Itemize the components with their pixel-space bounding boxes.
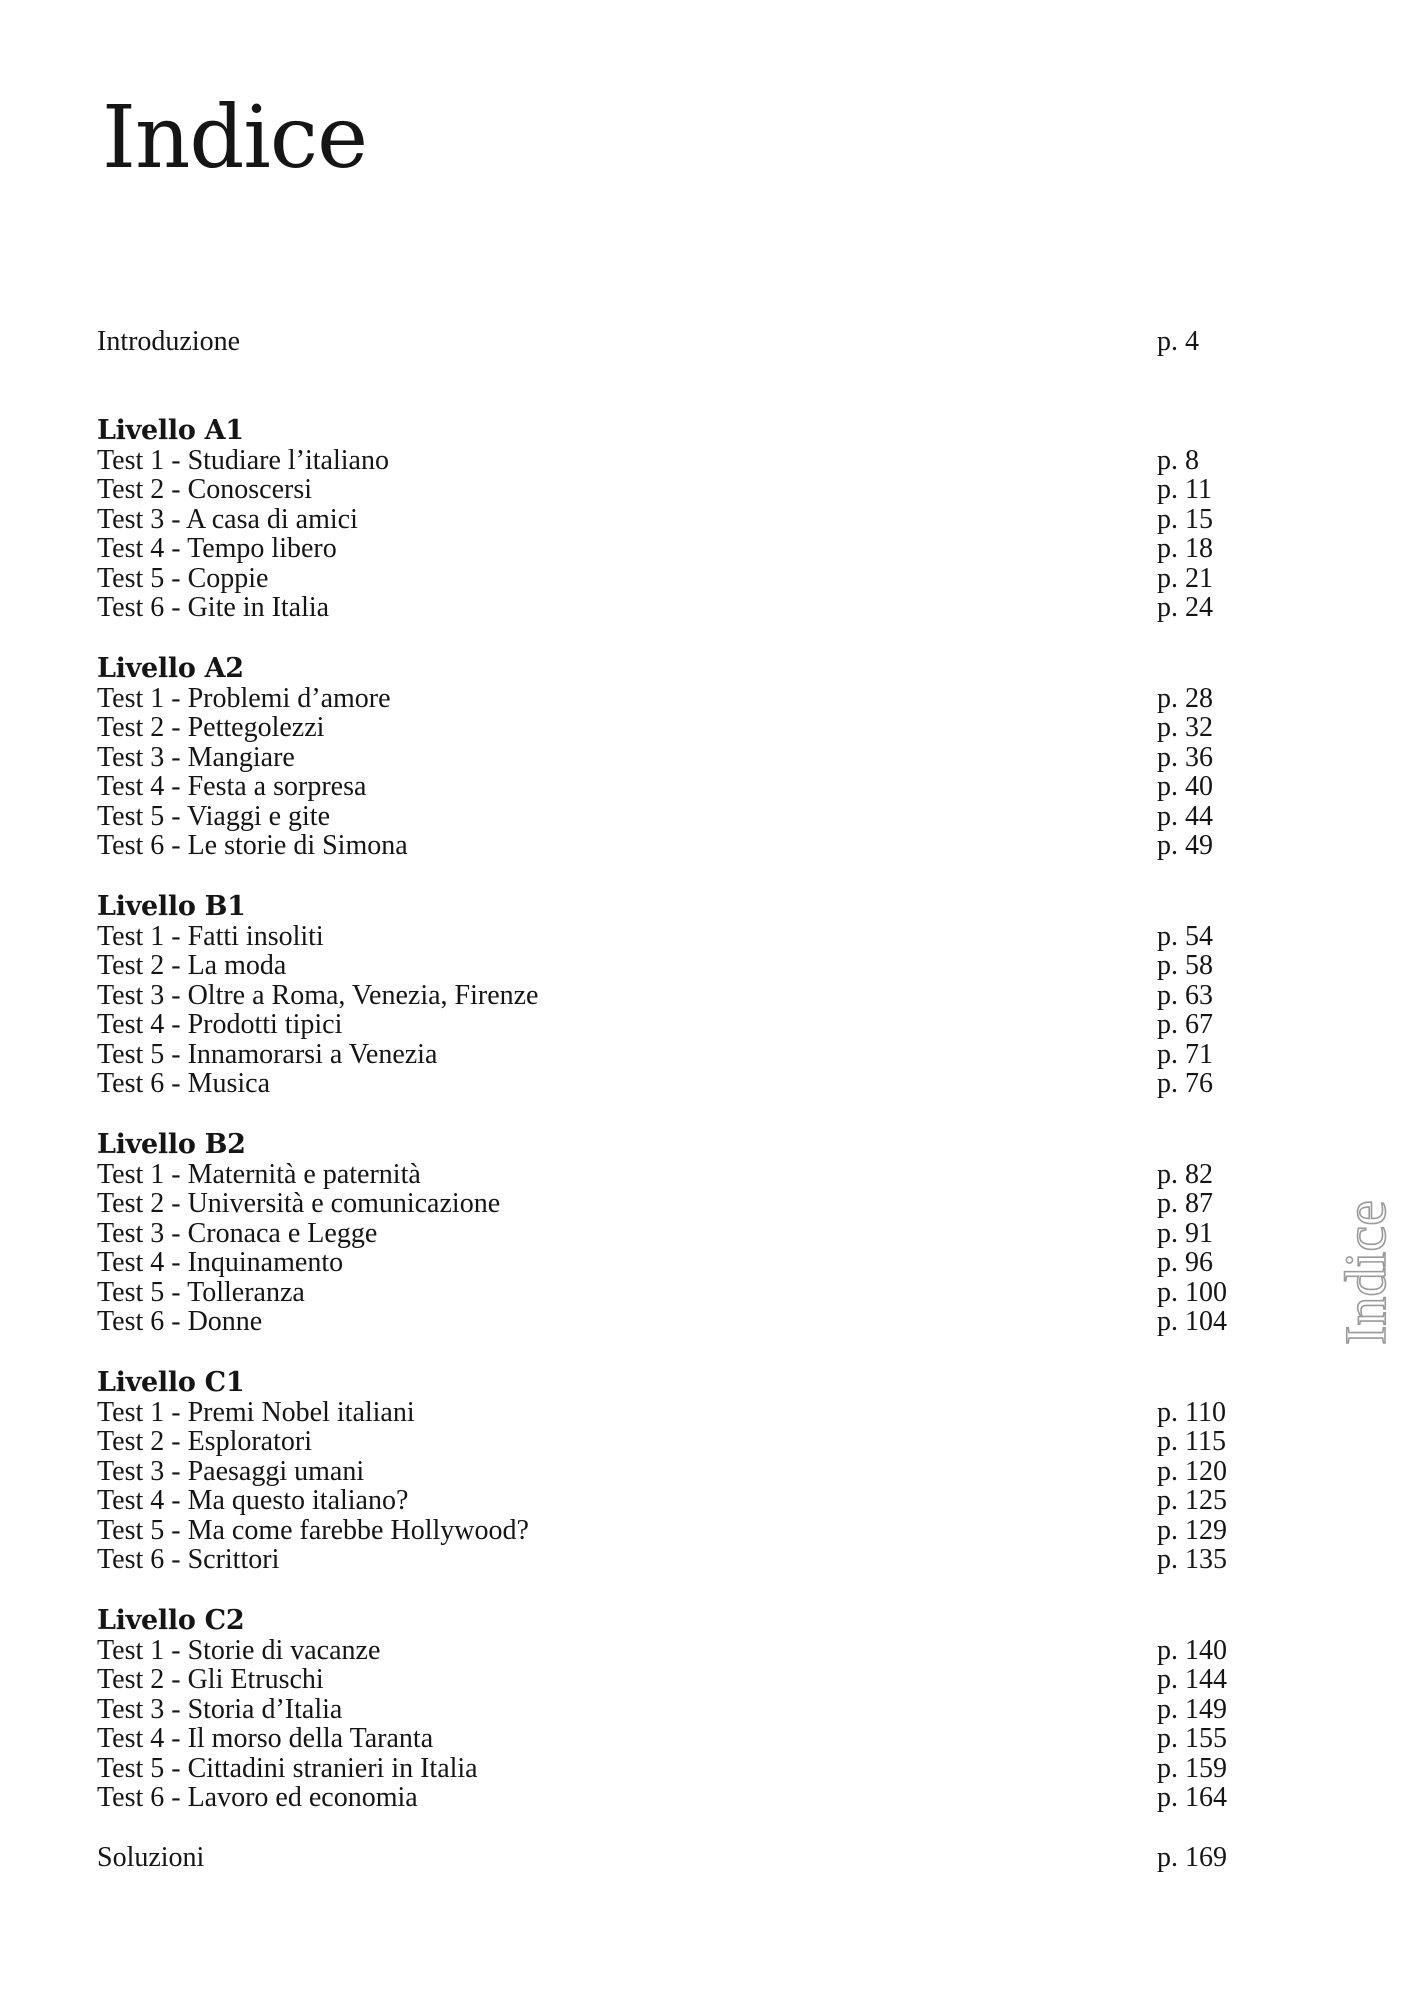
- toc-entry-page: p. 15: [1157, 503, 1213, 535]
- toc-entry[interactable]: [97, 564, 1257, 594]
- level-heading: Livello B2: [97, 1128, 246, 1160]
- toc-entry-page: p. 140: [1157, 1634, 1227, 1666]
- toc-entry-page: p. 24: [1157, 592, 1213, 623]
- toc-entry[interactable]: [97, 475, 1257, 505]
- toc-entry-label: Test 1 - Studiare l’italiano: [97, 444, 389, 476]
- toc-entry-label: Test 5 - Cittadini stranieri in Italia: [97, 1752, 478, 1784]
- toc-entry-page: p. 100: [1157, 1276, 1227, 1308]
- toc-entry-label: Test 6 - Donne: [97, 1306, 263, 1337]
- toc-entry-label: Test 5 - Viaggi e gite: [97, 800, 331, 832]
- toc-entry-page: p. 67: [1157, 1009, 1213, 1040]
- toc-entry-page: p. 4: [1157, 326, 1199, 357]
- toc-entry-label: Test 4 - Ma questo italiano?: [97, 1485, 409, 1516]
- toc-entry-label: Test 6 - Gite in Italia: [97, 592, 330, 623]
- toc-entry-label: Test 6 - Scrittori: [97, 1544, 280, 1575]
- level-section: [97, 653, 1257, 861]
- toc-entry-page: p. 125: [1157, 1485, 1227, 1516]
- toc-entry-label: Test 3 - Cronaca e Legge: [97, 1217, 378, 1249]
- toc-entry[interactable]: [97, 743, 1257, 773]
- toc-entry-page: p. 164: [1157, 1782, 1227, 1813]
- toc-entry[interactable]: [97, 1636, 1257, 1666]
- toc-entry-label: Test 6 - Musica: [97, 1068, 271, 1099]
- toc-entry[interactable]: [97, 1219, 1257, 1249]
- toc-entry-label: Test 4 - Tempo libero: [97, 533, 337, 564]
- toc-entry[interactable]: [97, 831, 1257, 861]
- toc-entry-label: Test 2 - Università e comunicazione: [97, 1188, 501, 1219]
- toc-entry-label: Test 3 - Paesaggi umani: [97, 1455, 365, 1487]
- toc-entry-label: Test 2 - Pettegolezzi: [97, 712, 325, 743]
- toc-entry-label: Test 6 - Le storie di Simona: [97, 830, 408, 861]
- toc-entry[interactable]: [97, 1665, 1257, 1695]
- toc-entry-label: Test 3 - A casa di amici: [97, 503, 358, 535]
- toc-entry-label: Test 1 - Fatti insoliti: [97, 920, 324, 952]
- toc-entry-page: p. 115: [1157, 1426, 1226, 1457]
- toc-entry-page: p. 96: [1157, 1247, 1213, 1278]
- toc-entry[interactable]: [97, 1695, 1257, 1725]
- toc-entry[interactable]: [97, 593, 1257, 623]
- toc-entry[interactable]: [97, 534, 1257, 564]
- toc-entry-label: Test 1 - Maternità e paternità: [97, 1158, 421, 1190]
- toc-entry-page: p. 40: [1157, 771, 1213, 802]
- toc-entry[interactable]: [97, 1724, 1257, 1754]
- toc-entry-page: p. 58: [1157, 950, 1213, 981]
- toc-entry[interactable]: [97, 1160, 1257, 1190]
- toc-entry-page: p. 155: [1157, 1723, 1227, 1754]
- toc-entry[interactable]: [97, 981, 1257, 1011]
- toc-entry-solutions[interactable]: [97, 1843, 1257, 1873]
- toc-entry-page: p. 159: [1157, 1752, 1227, 1784]
- toc-entry-page: p. 11: [1157, 474, 1212, 505]
- toc-entry[interactable]: [97, 951, 1257, 981]
- toc-entry[interactable]: [97, 1040, 1257, 1070]
- level-heading: Livello B1: [97, 890, 246, 922]
- toc-entry-label: Test 2 - Conoscersi: [97, 474, 313, 505]
- toc-entry-page: p. 144: [1157, 1664, 1227, 1695]
- toc-entry-label: Soluzioni: [97, 1841, 205, 1873]
- level-heading: Livello C1: [97, 1366, 245, 1398]
- toc-entry-label: Test 3 - Mangiare: [97, 741, 295, 773]
- toc-entry[interactable]: [97, 1010, 1257, 1040]
- toc-entry-page: p. 8: [1157, 444, 1199, 476]
- toc-entry[interactable]: [97, 922, 1257, 952]
- toc-entry-label: Test 5 - Innamorarsi a Venezia: [97, 1038, 438, 1070]
- levels-list: [97, 415, 1257, 1843]
- toc-entry-label: Test 3 - Storia d’Italia: [97, 1693, 343, 1725]
- toc-entry[interactable]: [97, 1783, 1257, 1813]
- toc-entry[interactable]: [97, 1398, 1257, 1428]
- toc-entry-page: p. 71: [1157, 1038, 1213, 1070]
- toc-entry-label: Test 2 - Esploratori: [97, 1426, 312, 1457]
- toc-entry-label: Test 6 - Lavoro ed economia: [97, 1782, 418, 1813]
- toc-entry-page: p. 135: [1157, 1544, 1227, 1575]
- toc-entry[interactable]: [97, 446, 1257, 476]
- toc-entry-label: Introduzione: [97, 326, 241, 357]
- toc-entry-page: p. 91: [1157, 1217, 1213, 1249]
- toc-entry[interactable]: [97, 1516, 1257, 1546]
- level-section: [97, 415, 1257, 623]
- toc-entry[interactable]: [97, 1248, 1257, 1278]
- toc-entry-page: p. 76: [1157, 1068, 1213, 1099]
- toc-entry-label: Test 4 - Il morso della Taranta: [97, 1723, 434, 1754]
- toc-entry-label: Test 4 - Festa a sorpresa: [97, 771, 367, 802]
- table-of-contents: [97, 327, 1257, 1872]
- toc-entry[interactable]: [97, 1069, 1257, 1099]
- toc-entry-label: Test 1 - Premi Nobel italiani: [97, 1396, 415, 1428]
- toc-entry-label: Test 2 - La moda: [97, 950, 287, 981]
- level-section: [97, 1367, 1257, 1575]
- toc-entry-page: p. 36: [1157, 741, 1213, 773]
- toc-entry-label: Test 5 - Ma come farebbe Hollywood?: [97, 1514, 529, 1546]
- toc-entry-label: Test 4 - Prodotti tipici: [97, 1009, 343, 1040]
- toc-entry-page: p. 63: [1157, 979, 1213, 1011]
- toc-entry-introduction[interactable]: [97, 327, 1257, 357]
- toc-entry[interactable]: [97, 772, 1257, 802]
- toc-entry[interactable]: [97, 1545, 1257, 1575]
- page-title: Indice: [102, 88, 367, 188]
- toc-entry-page: p. 129: [1157, 1514, 1227, 1546]
- toc-entry[interactable]: [97, 1307, 1257, 1337]
- toc-entry-label: Test 4 - Inquinamento: [97, 1247, 344, 1278]
- toc-entry-page: p. 149: [1157, 1693, 1227, 1725]
- toc-entry[interactable]: [97, 802, 1257, 832]
- toc-entry-page: p. 82: [1157, 1158, 1213, 1190]
- toc-entry-page: p. 32: [1157, 712, 1213, 743]
- toc-entry-page: p. 120: [1157, 1455, 1227, 1487]
- toc-entry-label: Test 1 - Storie di vacanze: [97, 1634, 381, 1666]
- toc-entry-page: p. 49: [1157, 830, 1213, 861]
- toc-entry-label: Test 1 - Problemi d’amore: [97, 682, 391, 714]
- toc-entry[interactable]: [97, 1486, 1257, 1516]
- toc-entry-page: p. 87: [1157, 1188, 1213, 1219]
- toc-entry-label: Test 5 - Tolleranza: [97, 1276, 305, 1308]
- toc-entry-page: p. 44: [1157, 800, 1213, 832]
- side-tab-label: [1333, 1140, 1399, 1350]
- toc-entry-page: p. 169: [1157, 1841, 1227, 1873]
- toc-entry-label: Test 3 - Oltre a Roma, Venezia, Firenze: [97, 979, 539, 1011]
- level-section: [97, 1129, 1257, 1337]
- level-heading: Livello C2: [97, 1604, 245, 1636]
- toc-entry[interactable]: [97, 684, 1257, 714]
- level-section: [97, 1605, 1257, 1813]
- toc-entry[interactable]: [97, 1427, 1257, 1457]
- level-section: [97, 891, 1257, 1099]
- toc-entry-page: p. 18: [1157, 533, 1213, 564]
- toc-entry[interactable]: [97, 1189, 1257, 1219]
- toc-entry[interactable]: [97, 505, 1257, 535]
- toc-entry[interactable]: [97, 1754, 1257, 1784]
- toc-entry-page: p. 104: [1157, 1306, 1227, 1337]
- side-tab-text: Indice: [1333, 1200, 1398, 1345]
- toc-entry[interactable]: [97, 1457, 1257, 1487]
- level-heading: Livello A2: [97, 652, 244, 684]
- toc-entry-page: p. 28: [1157, 682, 1213, 714]
- toc-entry-label: Test 2 - Gli Etruschi: [97, 1664, 324, 1695]
- toc-entry-page: p. 54: [1157, 920, 1213, 952]
- toc-entry-page: p. 110: [1157, 1396, 1226, 1428]
- toc-entry[interactable]: [97, 1278, 1257, 1308]
- level-heading: Livello A1: [97, 414, 244, 446]
- toc-entry-page: p. 21: [1157, 562, 1213, 594]
- toc-entry-label: Test 5 - Coppie: [97, 562, 269, 594]
- toc-entry[interactable]: [97, 713, 1257, 743]
